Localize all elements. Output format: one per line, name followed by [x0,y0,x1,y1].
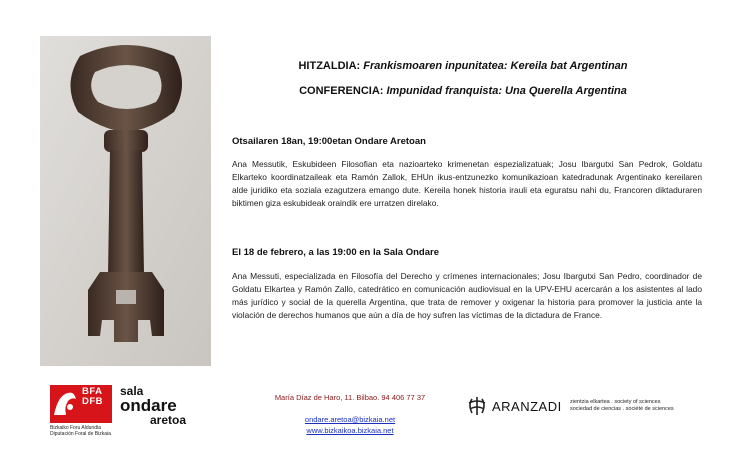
bfa-subtitle-1: Bizkaiko Foru Aldundia [50,425,101,431]
sala-ondare-logo [120,385,186,426]
bfa-text-line2: DFB [82,396,104,407]
aranzadi-tagline-1: zientzia elkartea . society of sciences [570,399,661,405]
spanish-paragraph: Ana Messuti, especializada en Filosofía del Derecho y crímenes internacionales; Josu Ibargutxi San Pedro, coordinador de Goldatu Elkartea y Ramón Zallo, catedrático en comunicación audiovisual en la UPV-EHU acercarán a los asistentes al lado más jurídico y social de la querella Argentina, que trata de remover y oxigenar la historia para promover la justicia ante la violación de derechos humanos que aún a día de hoy sufren las víctimas de la dictadura de France. [232,271,702,320]
title-spanish-italic: Impunidad franquista: Una Querella Argentina [386,85,627,97]
web-link[interactable]: www.bizkaikoa.bizkaia.net [306,426,394,435]
basque-heading: Otsailaren 18an, 19:00etan Ondare Aretoan [232,136,426,147]
key-image [40,36,211,366]
title-basque [238,60,688,72]
aranzadi-emblem-icon [466,395,488,417]
aranzadi-name: ARANZADI [492,399,562,414]
contact-block [250,393,450,436]
aranzadi-tagline-2: sociedad de ciencias . société de sciences [570,406,674,412]
basque-paragraph: Ana Messutik, Eskubideen Filosofian eta nazioarteko krimenetan espezializatuak; Josu Ibargutxi San Pedrok, Goldatu Elkarteko koordinatzaileak eta Ramón Zallok, EHUn ikus-entzunezko komunikazioan katedradunak Argentinako kereilaren alde juridiko eta soziala ezagutzera emango dute. Kereila honek historia irauli eta eguratsu nahi du, Francoren diktaduraren biktimen giza eskubideak oraindik ere urratzen direlako. [232,159,702,208]
key-photo [40,36,211,366]
ondare-word: ondare [120,396,177,415]
bfa-subtitle-2: Diputación Foral de Bizkaia [50,431,111,437]
spanish-heading: El 18 de febrero, a las 19:00 en la Sala Ondare [232,247,439,258]
bfa-dfb-text [82,387,103,407]
email-link[interactable]: ondare.aretoa@bizkaia.net [304,415,396,424]
bfa-text-line1: BFA [82,386,103,397]
address: María Díaz de Haro, 11. Bilbao. 94 406 77 37 [274,393,426,402]
title-spanish [238,85,688,97]
sala-word: sala [120,384,144,398]
aranzadi-tagline [570,399,674,413]
title-spanish-lead: CONFERENCIA: [299,85,387,97]
bfa-subtitle [50,425,130,437]
title-basque-lead: HITZALDIA: [298,60,364,72]
title-basque-italic: Frankismoaren inpunitatea: Kereila bat Argentinan [363,60,628,72]
aretoa-word: aretoa [150,413,187,427]
